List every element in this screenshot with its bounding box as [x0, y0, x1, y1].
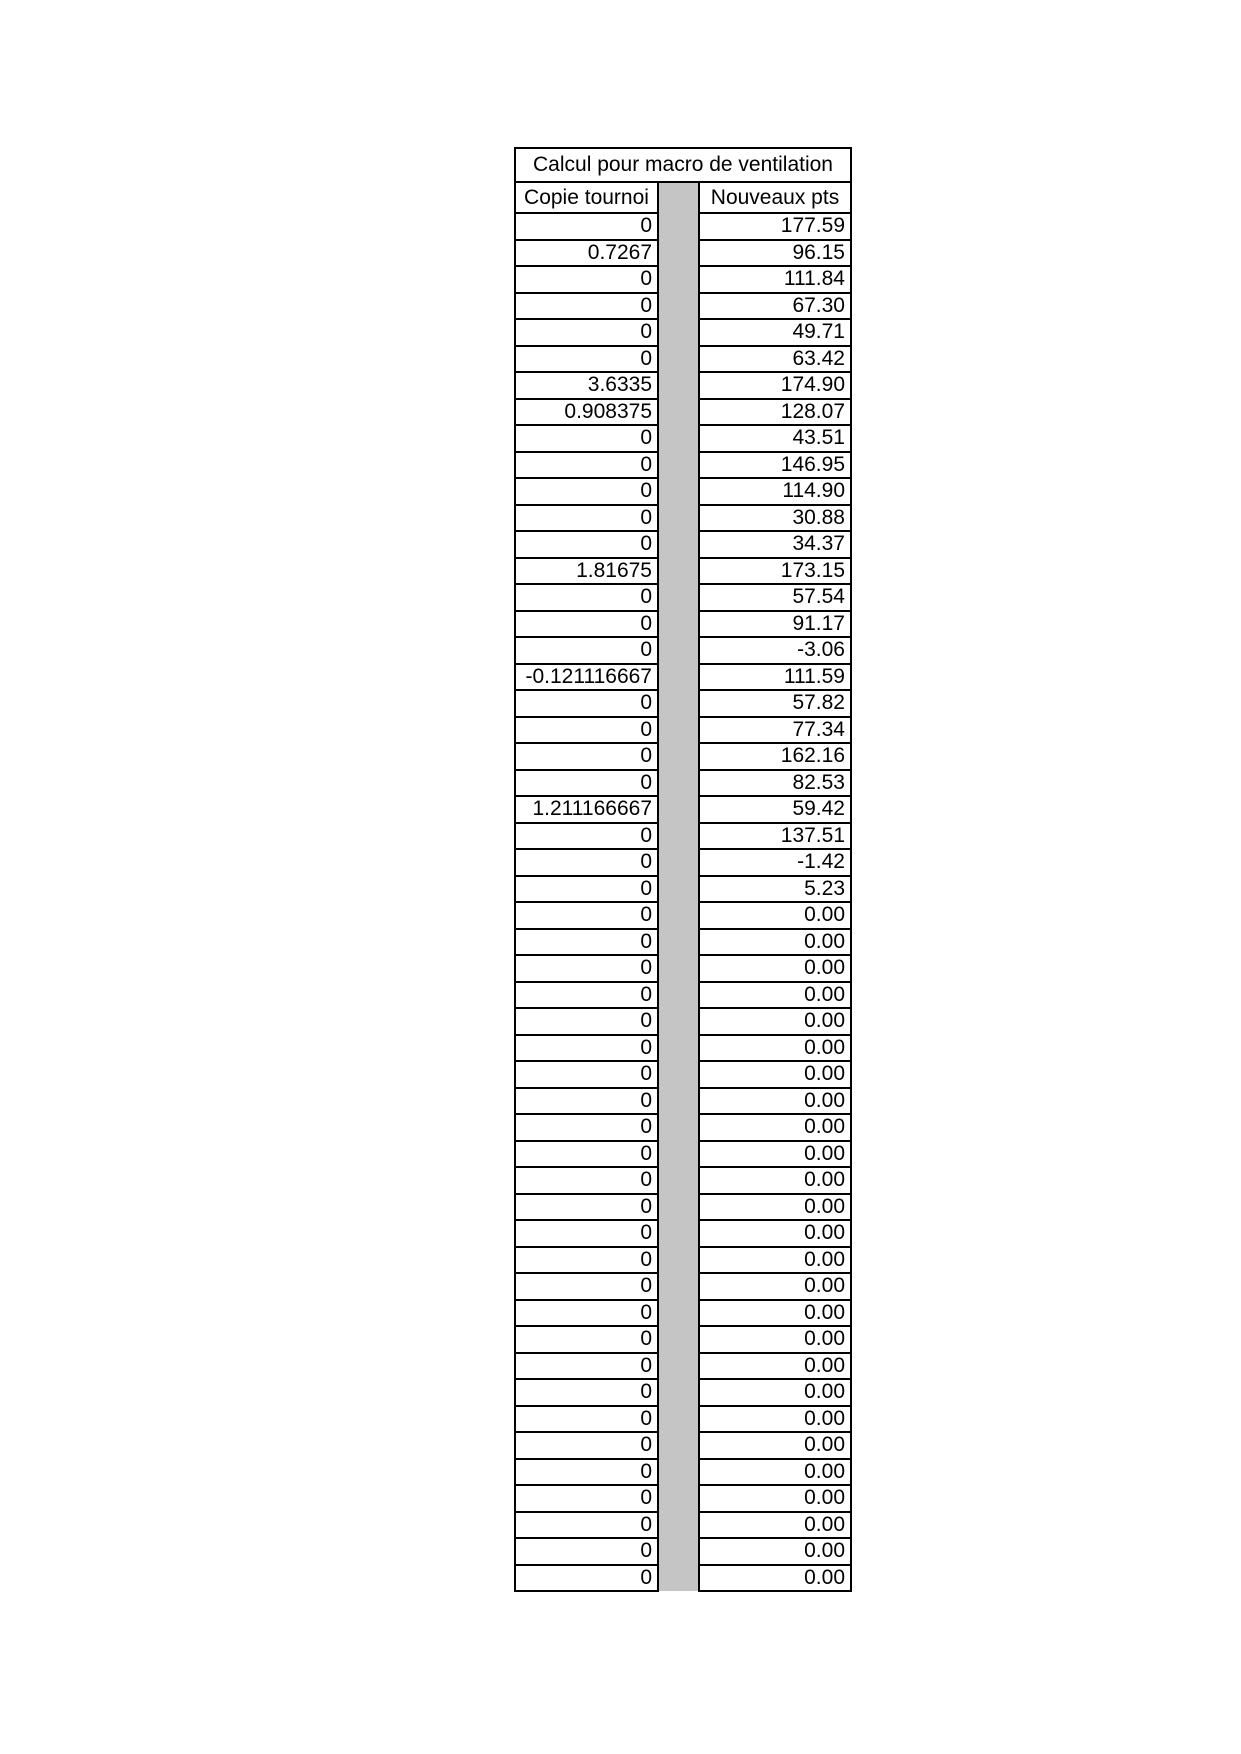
cell-copie-tournoi: 0 [515, 717, 658, 744]
gap-column-header [658, 182, 699, 213]
cell-nouveaux-pts: 0.00 [699, 1512, 851, 1539]
gap-cell [658, 372, 699, 399]
cell-copie-tournoi: 0 [515, 743, 658, 770]
table-row [515, 240, 851, 267]
cell-copie-tournoi: 0 [515, 1061, 658, 1088]
cell-nouveaux-pts: 0.00 [699, 1432, 851, 1459]
cell-copie-tournoi: 0 [515, 929, 658, 956]
table-row [515, 743, 851, 770]
cell-copie-tournoi: 0 [515, 346, 658, 373]
title-row [515, 148, 851, 182]
table-row [515, 1194, 851, 1221]
cell-copie-tournoi: 1.81675 [515, 558, 658, 585]
table-row [515, 637, 851, 664]
cell-nouveaux-pts: 0.00 [699, 1088, 851, 1115]
gap-cell [658, 743, 699, 770]
cell-nouveaux-pts: 0.00 [699, 1300, 851, 1327]
gap-cell [658, 1565, 699, 1592]
cell-copie-tournoi: 0 [515, 1565, 658, 1592]
cell-nouveaux-pts: 0.00 [699, 1538, 851, 1565]
gap-cell [658, 823, 699, 850]
table-row [515, 213, 851, 240]
gap-cell [658, 1008, 699, 1035]
cell-copie-tournoi: 0 [515, 1538, 658, 1565]
gap-cell [658, 1114, 699, 1141]
gap-cell [658, 849, 699, 876]
cell-copie-tournoi: 0 [515, 849, 658, 876]
cell-nouveaux-pts: 0.00 [699, 1406, 851, 1433]
cell-copie-tournoi: 0 [515, 584, 658, 611]
cell-copie-tournoi: 0 [515, 611, 658, 638]
cell-copie-tournoi: 0 [515, 1406, 658, 1433]
gap-cell [658, 1459, 699, 1486]
table-row [515, 1220, 851, 1247]
table-row [515, 1512, 851, 1539]
cell-copie-tournoi: 0 [515, 1379, 658, 1406]
table-row [515, 1379, 851, 1406]
cell-copie-tournoi: 0 [515, 1167, 658, 1194]
gap-cell [658, 1220, 699, 1247]
cell-copie-tournoi: 0 [515, 425, 658, 452]
cell-nouveaux-pts: 0.00 [699, 929, 851, 956]
cell-nouveaux-pts: 177.59 [699, 213, 851, 240]
table-row [515, 1035, 851, 1062]
cell-copie-tournoi: 0.908375 [515, 399, 658, 426]
gap-cell [658, 213, 699, 240]
table-row [515, 1061, 851, 1088]
cell-copie-tournoi: 0 [515, 505, 658, 532]
cell-nouveaux-pts: 96.15 [699, 240, 851, 267]
gap-cell [658, 1353, 699, 1380]
cell-nouveaux-pts: 0.00 [699, 1326, 851, 1353]
gap-cell [658, 346, 699, 373]
column-header-nouveaux-pts: Nouveaux pts [699, 182, 851, 213]
cell-copie-tournoi: 0 [515, 876, 658, 903]
gap-cell [658, 717, 699, 744]
table-row [515, 1326, 851, 1353]
table-row [515, 1459, 851, 1486]
cell-nouveaux-pts: 0.00 [699, 1194, 851, 1221]
cell-copie-tournoi: 0 [515, 1088, 658, 1115]
cell-nouveaux-pts: 0.00 [699, 1379, 851, 1406]
gap-cell [658, 425, 699, 452]
cell-copie-tournoi: 0 [515, 1300, 658, 1327]
cell-copie-tournoi: 0 [515, 1485, 658, 1512]
gap-cell [658, 876, 699, 903]
gap-cell [658, 505, 699, 532]
ventilation-table [514, 147, 852, 1592]
cell-nouveaux-pts: 91.17 [699, 611, 851, 638]
table-row [515, 1114, 851, 1141]
table-row [515, 1300, 851, 1327]
cell-copie-tournoi: 0 [515, 266, 658, 293]
table-row [515, 505, 851, 532]
table-row [515, 1565, 851, 1592]
gap-cell [658, 1432, 699, 1459]
table-row [515, 372, 851, 399]
cell-copie-tournoi: 0 [515, 1247, 658, 1274]
table-row [515, 478, 851, 505]
gap-cell [658, 982, 699, 1009]
gap-cell [658, 1167, 699, 1194]
header-row [515, 182, 851, 213]
cell-copie-tournoi: 0 [515, 213, 658, 240]
gap-cell [658, 929, 699, 956]
gap-cell [658, 1485, 699, 1512]
cell-nouveaux-pts: 0.00 [699, 1459, 851, 1486]
cell-copie-tournoi: 0 [515, 1141, 658, 1168]
gap-cell [658, 1194, 699, 1221]
table-row [515, 664, 851, 691]
cell-nouveaux-pts: 77.34 [699, 717, 851, 744]
gap-cell [658, 1247, 699, 1274]
gap-cell [658, 266, 699, 293]
cell-nouveaux-pts: 30.88 [699, 505, 851, 532]
cell-nouveaux-pts: 57.54 [699, 584, 851, 611]
table-row [515, 1008, 851, 1035]
cell-copie-tournoi: 0 [515, 1459, 658, 1486]
table-row [515, 717, 851, 744]
table-row [515, 823, 851, 850]
gap-cell [658, 1326, 699, 1353]
table-row [515, 611, 851, 638]
cell-nouveaux-pts: 0.00 [699, 1353, 851, 1380]
table-row [515, 346, 851, 373]
cell-nouveaux-pts: 5.23 [699, 876, 851, 903]
table-row [515, 1247, 851, 1274]
cell-copie-tournoi: 0 [515, 1273, 658, 1300]
gap-cell [658, 770, 699, 797]
gap-cell [658, 1141, 699, 1168]
cell-copie-tournoi: 0 [515, 1326, 658, 1353]
cell-nouveaux-pts: 43.51 [699, 425, 851, 452]
gap-cell [658, 293, 699, 320]
table-title: Calcul pour macro de ventilation [515, 148, 851, 182]
cell-nouveaux-pts: 0.00 [699, 1061, 851, 1088]
cell-nouveaux-pts: 63.42 [699, 346, 851, 373]
gap-cell [658, 558, 699, 585]
gap-cell [658, 611, 699, 638]
cell-copie-tournoi: 0 [515, 478, 658, 505]
cell-nouveaux-pts: 67.30 [699, 293, 851, 320]
table-row [515, 876, 851, 903]
column-header-copie-tournoi: Copie tournoi [515, 182, 658, 213]
table-body [515, 148, 851, 1591]
gap-cell [658, 240, 699, 267]
table-row [515, 319, 851, 346]
table-row [515, 293, 851, 320]
cell-copie-tournoi: 0 [515, 690, 658, 717]
gap-cell [658, 1406, 699, 1433]
table-row [515, 531, 851, 558]
cell-copie-tournoi: 0 [515, 1114, 658, 1141]
gap-cell [658, 664, 699, 691]
cell-copie-tournoi: 0 [515, 770, 658, 797]
cell-nouveaux-pts: 0.00 [699, 1273, 851, 1300]
cell-copie-tournoi: 0 [515, 1035, 658, 1062]
table-row [515, 266, 851, 293]
table-row [515, 929, 851, 956]
gap-cell [658, 452, 699, 479]
table-row [515, 584, 851, 611]
gap-cell [658, 637, 699, 664]
cell-nouveaux-pts: 0.00 [699, 1141, 851, 1168]
table-row [515, 1273, 851, 1300]
gap-cell [658, 1300, 699, 1327]
cell-nouveaux-pts: 0.00 [699, 955, 851, 982]
table-row [515, 982, 851, 1009]
cell-nouveaux-pts: 128.07 [699, 399, 851, 426]
gap-cell [658, 1379, 699, 1406]
table-row [515, 849, 851, 876]
cell-nouveaux-pts: 111.59 [699, 664, 851, 691]
cell-copie-tournoi: 0.7267 [515, 240, 658, 267]
cell-copie-tournoi: 0 [515, 1194, 658, 1221]
table-row [515, 399, 851, 426]
gap-cell [658, 319, 699, 346]
cell-nouveaux-pts: 0.00 [699, 1565, 851, 1592]
cell-nouveaux-pts: 0.00 [699, 982, 851, 1009]
gap-cell [658, 796, 699, 823]
table-row [515, 690, 851, 717]
cell-copie-tournoi: 0 [515, 637, 658, 664]
cell-nouveaux-pts: 0.00 [699, 902, 851, 929]
gap-cell [658, 1273, 699, 1300]
table-row [515, 770, 851, 797]
cell-copie-tournoi: 0 [515, 982, 658, 1009]
cell-nouveaux-pts: 59.42 [699, 796, 851, 823]
cell-nouveaux-pts: 0.00 [699, 1220, 851, 1247]
cell-nouveaux-pts: 174.90 [699, 372, 851, 399]
cell-copie-tournoi: 0 [515, 1512, 658, 1539]
table-row [515, 1141, 851, 1168]
cell-nouveaux-pts: -1.42 [699, 849, 851, 876]
gap-cell [658, 584, 699, 611]
cell-copie-tournoi: 0 [515, 1432, 658, 1459]
cell-copie-tournoi: 0 [515, 902, 658, 929]
table-row [515, 1406, 851, 1433]
cell-nouveaux-pts: 146.95 [699, 452, 851, 479]
table-row [515, 1485, 851, 1512]
table-row [515, 1167, 851, 1194]
cell-nouveaux-pts: 0.00 [699, 1485, 851, 1512]
cell-nouveaux-pts: 162.16 [699, 743, 851, 770]
cell-copie-tournoi: 0 [515, 293, 658, 320]
cell-copie-tournoi: -0.121116667 [515, 664, 658, 691]
gap-cell [658, 1538, 699, 1565]
cell-copie-tournoi: 0 [515, 955, 658, 982]
gap-cell [658, 1035, 699, 1062]
table-row [515, 425, 851, 452]
cell-nouveaux-pts: 82.53 [699, 770, 851, 797]
table-row [515, 955, 851, 982]
cell-copie-tournoi: 0 [515, 531, 658, 558]
cell-nouveaux-pts: 34.37 [699, 531, 851, 558]
cell-nouveaux-pts: 0.00 [699, 1008, 851, 1035]
table-row [515, 1432, 851, 1459]
cell-copie-tournoi: 0 [515, 452, 658, 479]
cell-copie-tournoi: 1.211166667 [515, 796, 658, 823]
cell-nouveaux-pts: 0.00 [699, 1035, 851, 1062]
cell-nouveaux-pts: 111.84 [699, 266, 851, 293]
cell-nouveaux-pts: 0.00 [699, 1167, 851, 1194]
gap-cell [658, 902, 699, 929]
cell-nouveaux-pts: 173.15 [699, 558, 851, 585]
table-row [515, 1088, 851, 1115]
table-row [515, 902, 851, 929]
gap-cell [658, 690, 699, 717]
cell-nouveaux-pts: 114.90 [699, 478, 851, 505]
cell-nouveaux-pts: 0.00 [699, 1247, 851, 1274]
table-row [515, 452, 851, 479]
gap-cell [658, 1088, 699, 1115]
cell-copie-tournoi: 0 [515, 1353, 658, 1380]
cell-copie-tournoi: 0 [515, 1008, 658, 1035]
cell-nouveaux-pts: -3.06 [699, 637, 851, 664]
cell-nouveaux-pts: 0.00 [699, 1114, 851, 1141]
cell-copie-tournoi: 0 [515, 1220, 658, 1247]
gap-cell [658, 1512, 699, 1539]
gap-cell [658, 1061, 699, 1088]
table-row [515, 558, 851, 585]
gap-cell [658, 531, 699, 558]
cell-copie-tournoi: 0 [515, 319, 658, 346]
cell-copie-tournoi: 3.6335 [515, 372, 658, 399]
gap-cell [658, 399, 699, 426]
table-row [515, 1538, 851, 1565]
gap-cell [658, 955, 699, 982]
cell-nouveaux-pts: 49.71 [699, 319, 851, 346]
cell-nouveaux-pts: 57.82 [699, 690, 851, 717]
cell-nouveaux-pts: 137.51 [699, 823, 851, 850]
cell-copie-tournoi: 0 [515, 823, 658, 850]
gap-cell [658, 478, 699, 505]
table-row [515, 796, 851, 823]
table-row [515, 1353, 851, 1380]
